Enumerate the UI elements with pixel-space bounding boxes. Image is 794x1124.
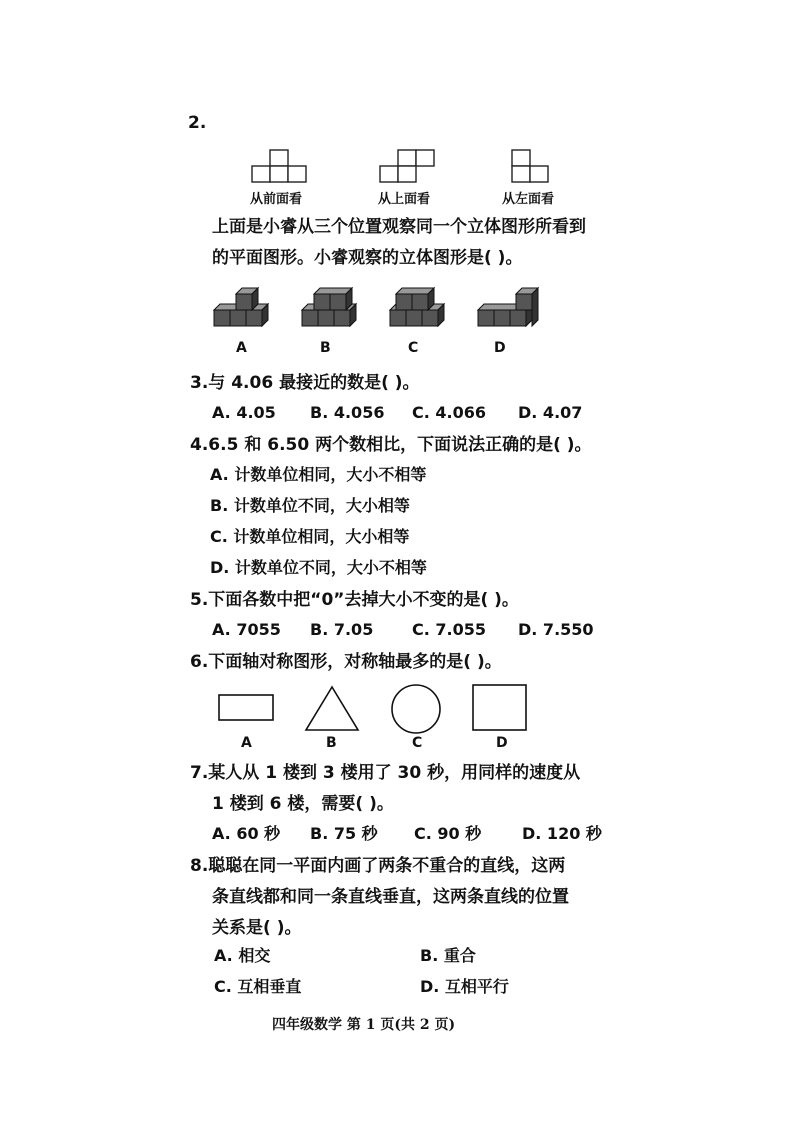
- q8-option-b: B. 重合: [420, 946, 476, 965]
- q4-stem: 4.6.5 和 6.50 两个数相比，下面说法正确的是( )。: [190, 435, 592, 455]
- q5-option-a: A. 7055: [212, 620, 281, 639]
- q5-option-b: B. 7.05: [310, 620, 374, 639]
- q4-option-b: B. 计数单位不同，大小相等: [210, 496, 410, 515]
- q6-option-d: D: [496, 735, 508, 751]
- q2-stem-line1: 上面是小睿从三个位置观察同一个立体图形所看到: [212, 217, 586, 237]
- top-view-caption: 从上面看: [378, 192, 431, 207]
- q8-option-d: D. 互相平行: [420, 977, 509, 996]
- q6-option-a: A: [241, 735, 252, 751]
- top-view-grid-icon: [380, 150, 436, 184]
- q2-option-c: C: [408, 340, 419, 356]
- triangle-shape-icon: [304, 686, 360, 732]
- q7-option-a: A. 60 秒: [212, 824, 281, 843]
- q4-option-d: D. 计数单位不同，大小不相等: [210, 558, 427, 577]
- left-view-caption: 从左面看: [502, 192, 555, 207]
- q3-option-a: A. 4.05: [212, 403, 276, 422]
- q6-stem: 6.下面轴对称图形，对称轴最多的是( )。: [190, 652, 502, 672]
- cube-figure-c-icon: [388, 284, 458, 334]
- square-shape-icon: [472, 684, 528, 732]
- q5-option-c: C. 7.055: [412, 620, 486, 639]
- q2-number: 2.: [188, 113, 207, 133]
- q8-stem-line2: 条直线都和同一条直线垂直，这两条直线的位置: [212, 887, 569, 907]
- q4-option-c: C. 计数单位相同，大小相等: [210, 527, 410, 546]
- q6-option-c: C: [412, 735, 423, 751]
- front-view-grid-icon: [252, 150, 308, 184]
- q3-stem: 3.与 4.06 最接近的数是( )。: [190, 373, 420, 393]
- q2-option-d: D: [494, 340, 506, 356]
- q2-option-a: A: [236, 340, 247, 356]
- q8-stem-line3: 关系是( )。: [212, 918, 302, 938]
- q8-option-c: C. 互相垂直: [214, 977, 302, 996]
- cube-figure-b-icon: [300, 284, 370, 334]
- q7-option-d: D. 120 秒: [522, 824, 602, 843]
- q7-stem-line1: 7.某人从 1 楼到 3 楼用了 30 秒，用同样的速度从: [190, 763, 581, 783]
- rectangle-shape-icon: [218, 694, 276, 722]
- q3-option-d: D. 4.07: [518, 403, 583, 422]
- q5-stem: 5.下面各数中把“0”去掉大小不变的是( )。: [190, 590, 519, 610]
- q8-option-a: A. 相交: [214, 946, 271, 965]
- q7-stem-line2: 1 楼到 6 楼，需要( )。: [212, 794, 394, 814]
- q2-stem-line2: 的平面图形。小睿观察的立体图形是( )。: [212, 248, 523, 268]
- page-footer: 四年级数学 第 1 页(共 2 页): [272, 1017, 456, 1033]
- q6-option-b: B: [326, 735, 337, 751]
- circle-shape-icon: [390, 684, 442, 734]
- q8-stem-line1: 8.聪聪在同一平面内画了两条不重合的直线，这两: [190, 856, 566, 876]
- q4-option-a: A. 计数单位相同，大小不相等: [210, 465, 427, 484]
- q7-option-c: C. 90 秒: [414, 824, 482, 843]
- q3-option-b: B. 4.056: [310, 403, 385, 422]
- q5-option-d: D. 7.550: [518, 620, 594, 639]
- cube-figure-a-icon: [212, 284, 282, 334]
- q7-option-b: B. 75 秒: [310, 824, 378, 843]
- left-view-grid-icon: [512, 150, 552, 184]
- cube-figure-d-icon: [476, 284, 548, 334]
- front-view-caption: 从前面看: [250, 192, 303, 207]
- q2-option-b: B: [320, 340, 331, 356]
- q3-option-c: C. 4.066: [412, 403, 486, 422]
